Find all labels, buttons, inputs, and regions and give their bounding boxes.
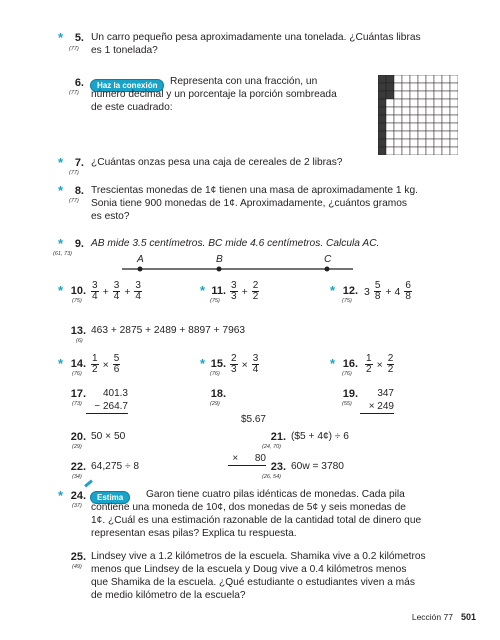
grid-cell [426, 107, 434, 115]
problem-12-number: 12. [342, 285, 358, 297]
grid-cell [410, 139, 418, 147]
problem-20-number: 20. [70, 431, 86, 443]
problem-14-number: 14. [70, 358, 86, 370]
problem-24-line3: 1¢. ¿Cuál es una estimación razonable de la cantidad total de dinero que [91, 515, 422, 526]
problem-24-ref: (37) [72, 503, 82, 509]
grid-cell [418, 99, 426, 107]
grid-cell [450, 139, 458, 147]
grid-cell [410, 99, 418, 107]
grid-cell [410, 147, 418, 155]
problem-11-number: 11. [211, 285, 226, 297]
problem-11-ref: (75) [210, 298, 220, 304]
grid-cell [450, 99, 458, 107]
problem-6-line3: de este cuadrado: [91, 102, 173, 113]
grid-cell [394, 139, 402, 147]
problem-8-line3: es esto? [91, 211, 130, 222]
star-marker: * [58, 155, 64, 170]
problem-17-number: 17. [70, 388, 86, 400]
grid-cell [410, 107, 418, 115]
problem-7-number: 7. [74, 157, 84, 169]
problem-19-ref: (55) [342, 401, 352, 407]
problem-25-line1: Lindsey vive a 1.2 kilómetros de la escuela. Shamika vive a 0.2 kilómetros [91, 551, 426, 562]
problem-5-ref: (77) [69, 46, 79, 52]
problem-5-line1: Un carro pequeño pesa aproximadamente una tonelada. ¿Cuántas libras [91, 32, 421, 43]
point-b-label: B [216, 254, 223, 265]
star-marker: * [58, 356, 64, 371]
grid-cell-shaded [378, 75, 386, 83]
grid-cell [418, 147, 426, 155]
grid-cell [386, 131, 394, 139]
grid-cell [386, 107, 394, 115]
grid-cell [426, 147, 434, 155]
problem-13-expression: 463 + 2875 + 2489 + 8897 + 7963 [91, 325, 246, 336]
grid-cell-shaded [378, 115, 386, 123]
problem-6-ref: (77) [69, 90, 79, 96]
grid-cell [402, 83, 410, 91]
grid-cell [442, 131, 450, 139]
grid-cell [402, 147, 410, 155]
problem-14-ref: (76) [72, 371, 82, 377]
problem-10-number: 10. [70, 285, 86, 297]
star-marker: * [330, 356, 336, 371]
problem-18-ref: (29) [210, 401, 220, 407]
grid-cell [442, 91, 450, 99]
problem-8-number: 8. [74, 185, 84, 197]
problem-15-number: 15. [210, 358, 226, 370]
grid-cell [442, 107, 450, 115]
grid-cell [410, 131, 418, 139]
grid-cell [410, 115, 418, 123]
problem-9-number: 9. [74, 238, 84, 250]
problem-24-line2: contiene una moneda de 10¢, dos monedas de 5¢ y seis monedas de [91, 502, 406, 513]
problem-7-text: ¿Cuántas onzas pesa una caja de cereales de 2 libras? [91, 157, 343, 168]
problem-18-number: 18. [210, 388, 226, 400]
segment-abc [120, 264, 355, 274]
grid-cell [394, 75, 402, 83]
problem-22-expression: 64,275 ÷ 8 [91, 461, 140, 472]
star-marker: * [330, 283, 336, 298]
grid-cell [402, 139, 410, 147]
problem-19-number: 19. [342, 388, 358, 400]
problem-23-number: 23. [270, 461, 286, 473]
grid-cell [386, 115, 394, 123]
grid-cell [394, 123, 402, 131]
point-c-label: C [324, 254, 332, 265]
problem-25-ref: (49) [72, 564, 82, 570]
grid-cell [426, 131, 434, 139]
grid-cell [426, 123, 434, 131]
grid-cell-shaded [378, 83, 386, 91]
problem-11-expression: $\frac{3}{3}$ + $\frac{2}{2}$ [231, 280, 259, 302]
grid-cell [410, 91, 418, 99]
grid-cell [450, 115, 458, 123]
grid-cell [402, 107, 410, 115]
grid-cell [426, 115, 434, 123]
grid-cell [450, 131, 458, 139]
grid-cell [386, 139, 394, 147]
grid-cell [442, 139, 450, 147]
grid-cell [394, 147, 402, 155]
problem-23-ref: (26, 54) [262, 474, 281, 480]
problem-25-line3: que Shamika de la escuela. ¿Qué estudiante o estudiantes viven a más [91, 577, 415, 588]
grid-cell [394, 99, 402, 107]
grid-cell [434, 83, 442, 91]
grid-cell [410, 75, 418, 83]
problem-22-number: 22. [70, 461, 86, 473]
grid-cell-shaded [386, 91, 394, 99]
grid-cell [394, 91, 402, 99]
grid-cell [418, 75, 426, 83]
problem-6-line1: Representa con una fracción, un [170, 76, 318, 87]
grid-cell [402, 75, 410, 83]
grid-cell [450, 107, 458, 115]
problem-8-line1: Trescientas monedas de 1¢ tienen una masa de aproximadamente 1 kg. [91, 185, 418, 196]
grid-cell [434, 139, 442, 147]
problem-7-ref: (77) [69, 170, 79, 176]
grid-cell [418, 91, 426, 99]
problem-12-expression: 3 $\frac{5}{8}$ + 4 $\frac{6}{8}$ [364, 280, 411, 302]
grid-cell-shaded [378, 147, 386, 155]
hundred-grid [378, 75, 458, 155]
grid-cell [442, 115, 450, 123]
problem-6-line2: número decimal y un porcentaje la porción sombreada [91, 89, 337, 100]
grid-cell [434, 123, 442, 131]
problem-17-ref: (73) [72, 401, 82, 407]
grid-cell [402, 123, 410, 131]
problem-22-ref: (34) [72, 474, 82, 480]
grid-cell-shaded [378, 91, 386, 99]
problem-25-number: 25. [70, 551, 86, 563]
grid-cell [418, 123, 426, 131]
grid-cell-shaded [378, 139, 386, 147]
grid-cell [434, 91, 442, 99]
grid-cell [386, 123, 394, 131]
page-number: 501 [460, 612, 476, 622]
grid-cell [418, 139, 426, 147]
problem-25-line2: menos que Lindsey de la escuela y Doug vive a 0.4 kilómetros menos [91, 564, 407, 575]
problem-23-expression: 60w = 3780 [291, 461, 344, 472]
grid-cell [426, 139, 434, 147]
grid-cell [426, 99, 434, 107]
grid-cell [386, 99, 394, 107]
problem-8-ref: (77) [69, 198, 79, 204]
star-marker: * [200, 356, 206, 371]
star-marker: * [58, 283, 64, 298]
grid-cell [434, 107, 442, 115]
grid-cell [402, 91, 410, 99]
grid-cell [442, 83, 450, 91]
grid-cell [450, 123, 458, 131]
grid-cell [442, 99, 450, 107]
problem-6-number: 6. [74, 77, 84, 89]
problem-24-line4: representan esas pilas? Explica tu respuesta. [91, 528, 297, 539]
grid-cell [434, 147, 442, 155]
grid-cell-shaded [386, 75, 394, 83]
page-footer [412, 612, 476, 622]
problem-20-expression: 50 × 50 [91, 431, 126, 442]
grid-cell [418, 83, 426, 91]
problem-13-ref: (6) [76, 338, 83, 344]
problem-8-line2: Sonia tiene 900 monedas de 1¢. Aproximadamente, ¿cuántos gramos [91, 198, 408, 209]
grid-cell [426, 83, 434, 91]
problem-12-ref: (75) [342, 298, 352, 304]
problem-19-vertical: 347 × 249 [360, 387, 394, 414]
grid-cell [410, 123, 418, 131]
problem-17-vertical: 401.3 − 264.7 [86, 387, 128, 414]
problem-21-ref: (24, 70) [262, 444, 281, 450]
problem-13-number: 13. [70, 325, 86, 337]
problem-16-expression: $\frac{1}{2}$ × $\frac{2}{2}$ [366, 353, 394, 375]
grid-cell [434, 115, 442, 123]
problem-10-ref: (75) [72, 298, 82, 304]
grid-cell [394, 83, 402, 91]
problem-9-ref: (61, 73) [53, 251, 72, 257]
star-marker: * [58, 488, 64, 503]
problem-21-expression: ($5 + 4¢) ÷ 6 [291, 431, 349, 442]
grid-cell [410, 83, 418, 91]
problem-5-line2: es 1 tonelada? [91, 45, 158, 56]
grid-cell [394, 131, 402, 139]
lesson-label: Lección 77 [411, 612, 453, 622]
problem-10-expression: $\frac{3}{4}$ + $\frac{3}{4}$ + $\frac{3}{4}$ [92, 280, 141, 302]
grid-cell-shaded [378, 131, 386, 139]
problem-5-number: 5. [74, 32, 84, 44]
grid-cell [402, 99, 410, 107]
problem-18-vertical: $5.67 × 80 [228, 387, 266, 479]
problem-15-ref: (76) [210, 371, 220, 377]
problem-24-number: 24. [70, 490, 86, 502]
star-marker: * [58, 183, 64, 198]
grid-cell [442, 75, 450, 83]
grid-cell [418, 115, 426, 123]
grid-cell-shaded [378, 107, 386, 115]
star-marker: * [200, 283, 206, 298]
grid-cell [434, 131, 442, 139]
problem-21-number: 21. [270, 431, 286, 443]
problem-15-expression: $\frac{2}{3}$ × $\frac{3}{4}$ [231, 353, 259, 375]
problem-9-text: AB mide 3.5 centímetros. BC mide 4.6 centímetros. Calcula AC. [91, 238, 380, 249]
grid-cell [426, 75, 434, 83]
pencil-icon [84, 479, 93, 487]
grid-cell [402, 131, 410, 139]
star-marker: * [58, 30, 64, 45]
grid-cell [418, 107, 426, 115]
point-a-label: A [137, 254, 144, 265]
grid-cell [394, 107, 402, 115]
grid-cell [450, 91, 458, 99]
haz-la-conexion-badge: Haz la conexión [90, 75, 164, 93]
grid-cell [426, 91, 434, 99]
problem-14-expression: $\frac{1}{2}$ × $\frac{5}{6}$ [92, 353, 120, 375]
grid-cell [434, 75, 442, 83]
grid-cell-shaded [378, 99, 386, 107]
grid-cell [418, 131, 426, 139]
grid-cell [434, 99, 442, 107]
problem-16-ref: (76) [342, 371, 352, 377]
problem-25-line4: de medio kilómetro de la escuela? [91, 590, 246, 601]
grid-cell-shaded [386, 83, 394, 91]
grid-cell [450, 83, 458, 91]
grid-cell [442, 123, 450, 131]
grid-cell [450, 75, 458, 83]
grid-cell [442, 147, 450, 155]
estima-badge: Estima [90, 487, 130, 505]
star-marker: * [58, 236, 64, 251]
grid-cell [402, 115, 410, 123]
grid-cell-shaded [378, 123, 386, 131]
grid-cell [450, 147, 458, 155]
grid-cell [394, 115, 402, 123]
grid-cell [386, 147, 394, 155]
problem-24-line1: Garon tiene cuatro pilas idénticas de monedas. Cada pila [146, 489, 405, 500]
problem-20-ref: (29) [72, 444, 82, 450]
problem-16-number: 16. [342, 358, 358, 370]
